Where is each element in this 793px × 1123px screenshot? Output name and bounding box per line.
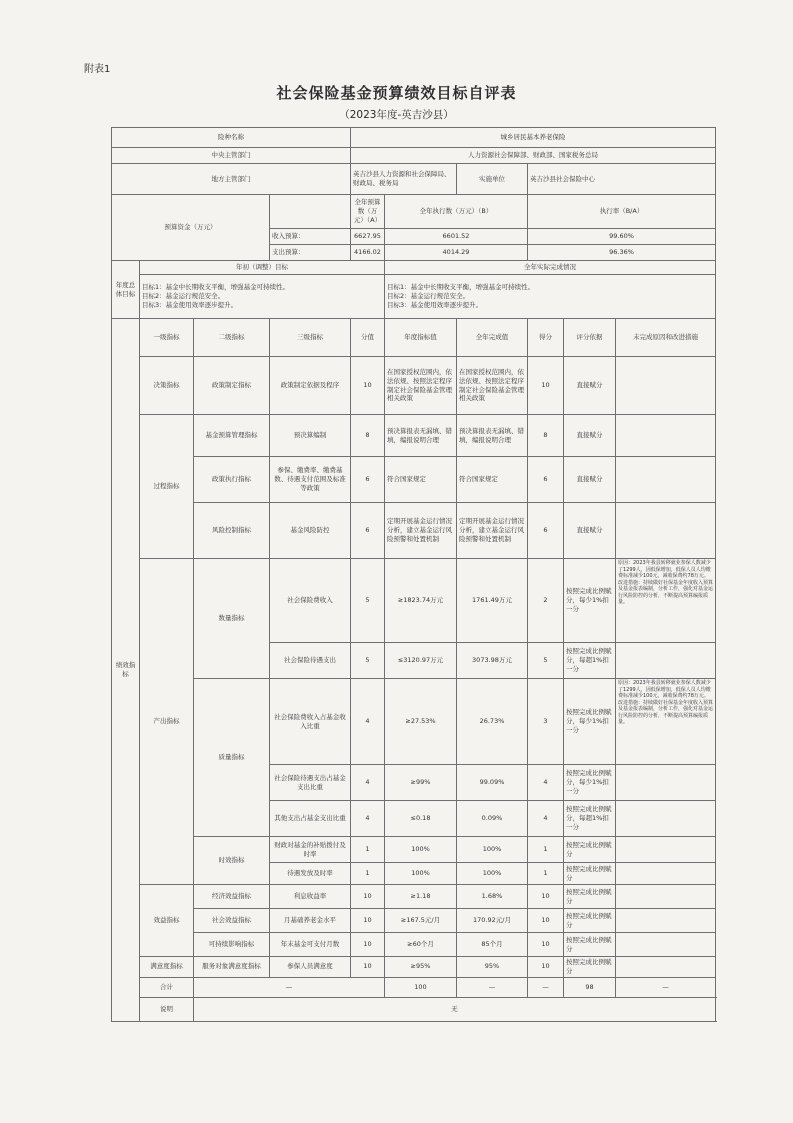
output-l3: 社会保险待遇支出占基金支出比重 [270,765,351,801]
benefit-got: 10 [528,885,564,909]
output-criteria: 按照完成比例赋分 [564,837,616,863]
process-l2: 风险控制指标 [194,503,270,559]
table-row [112,457,716,503]
central-dept-value: 人力资源社会保障部、财政部、国家税务总局 [351,148,716,164]
satisfaction-got: 10 [528,957,564,978]
benefit-score: 10 [351,933,385,957]
table-row [112,997,716,1021]
satisfaction-l3: 参保人员满意度 [270,957,351,978]
total-score: 100 [385,977,457,997]
benefit-criteria: 按照完成比例赋分 [564,933,616,957]
benefit-l3: 月基础养老金水平 [270,909,351,933]
benefit-l2: 社会效益指标 [194,909,270,933]
evaluation-table [111,127,716,1022]
satisfaction-criteria: 按照完成比例赋分 [564,957,616,978]
header-annual-target: 年度指标值 [385,319,457,357]
table-row [112,415,716,457]
benefit-criteria: 按照完成比例赋分 [564,909,616,933]
attachment-label: 附表1 [84,64,111,75]
benefit-l2: 经济效益指标 [194,885,270,909]
process-actual: 符合国家规定 [457,457,528,503]
header-level2: 二级指标 [194,319,270,357]
output-criteria: 按照完成比例赋分，每少1%扣一分 [564,679,616,765]
output-time-label: 时效指标 [194,837,270,885]
benefit-l3: 利息收益率 [270,885,351,909]
decision-got: 10 [528,357,564,415]
output-got: 2 [528,559,564,643]
output-got: 5 [528,643,564,679]
decision-criteria: 直接赋分 [564,357,616,415]
header-actual-value: 全年完成值 [457,319,528,357]
benefit-l3: 年末基金可支付月数 [270,933,351,957]
output-score: 4 [351,679,385,765]
process-criteria: 直接赋分 [564,415,616,457]
cat-satisfaction: 满意度指标 [140,957,194,978]
decision-actual: 在国家授权范围内，依法依规、按照法定程序制定社会保险基金管理相关政策 [457,357,528,415]
output-reason [616,643,716,679]
output-target: ≥1823.74万元 [385,559,457,643]
output-criteria: 按照完成比例赋分，每超1%扣一分 [564,643,616,679]
table-row [112,909,716,933]
output-target: ≤3120.97万元 [385,643,457,679]
output-qty-label: 数量指标 [194,559,270,679]
process-reason [616,415,716,457]
header-level3: 三级指标 [270,319,351,357]
total-dash: — [616,977,716,997]
benefit-actual: 1.68% [457,885,528,909]
output-criteria: 按照完成比例赋分，每少1%扣一分 [564,765,616,801]
process-l3: 基金风险防控 [270,503,351,559]
budget-col-annual: 全年预算数（万元）（A） [351,195,385,229]
output-got: 3 [528,679,564,765]
benefit-score: 10 [351,909,385,933]
output-l3: 社会保险费收入 [270,559,351,643]
total-dash: — [528,977,564,997]
output-l3: 社会保险费收入占基金收入比重 [270,679,351,765]
output-score: 4 [351,765,385,801]
budget-label: 预算资金（万元） [112,195,270,261]
satisfaction-target: ≥95% [385,957,457,978]
total-got: 98 [564,977,616,997]
process-score: 6 [351,503,385,559]
decision-reason [616,357,716,415]
output-actual: 26.73% [457,679,528,765]
output-actual: 0.09% [457,801,528,837]
process-score: 6 [351,457,385,503]
expense-annual: 4166.02 [351,245,385,261]
process-actual: 定期开展基金运行情况分析，建立基金运行风险预警和处置机制 [457,503,528,559]
output-target: ≤0.18 [385,801,457,837]
table-row [112,148,716,164]
process-l2: 基金预算管理指标 [194,415,270,457]
budget-col-rate: 执行率（B/A） [528,195,716,229]
expense-label: 支出预算： [270,245,351,261]
impl-unit-value: 英吉沙县社会保险中心 [528,164,716,195]
process-target: 定期开展基金运行情况分析，建立基金运行风险预警和处置机制 [385,503,457,559]
output-criteria: 按照完成比例赋分 [564,863,616,885]
output-l3: 财政对基金的补贴拨付及时率 [270,837,351,863]
output-actual: 3073.98万元 [457,643,528,679]
benefit-actual: 85个月 [457,933,528,957]
budget-col-exec: 全年执行数（万元）（B） [385,195,528,229]
process-target: 预决算报表无漏填、错填，编报说明合理 [385,415,457,457]
output-reason: 原因：2023年我县转移就业参保人数减少了1299人，因低保增加，低保人员人均缴费标准减少100元，减收保费约78万元。改进措施：持续做好社保基金年度收入预算及基金报表编制，分析工作，强化对基金运行风险防控的分析，不断提高预算编报质量。 [616,679,716,765]
satisfaction-l2: 服务对象满意度指标 [194,957,270,978]
goals-col-actual: 全年实际完成情况 [385,261,716,275]
table-row [112,679,716,765]
table-row [112,319,716,357]
process-got: 6 [528,457,564,503]
process-criteria: 直接赋分 [564,457,616,503]
output-reason [616,863,716,885]
page-subtitle: （2023年度-英吉沙县） [339,109,454,121]
header-score: 分值 [351,319,385,357]
output-score: 5 [351,643,385,679]
output-actual: 99.09% [457,765,528,801]
output-score: 4 [351,801,385,837]
table-row [112,837,716,863]
page-title: 社会保险基金预算绩效目标自评表 [276,84,517,102]
indicators-section-label: 绩效指标 [112,319,140,1022]
process-actual: 预决算报表无漏填、错填，编报说明合理 [457,415,528,457]
process-score: 8 [351,415,385,457]
process-l3: 参保、缴费率、缴费基数、待遇支付范围及标准等政策 [270,457,351,503]
total-label: 合计 [140,977,194,997]
income-rate: 99.60% [528,229,716,245]
table-row [112,195,716,229]
table-row [112,559,716,643]
satisfaction-score: 10 [351,957,385,978]
fund-name-label: 险种名称 [112,128,351,148]
benefit-reason [616,933,716,957]
output-score: 1 [351,837,385,863]
satisfaction-actual: 95% [457,957,528,978]
decision-score: 10 [351,357,385,415]
satisfaction-reason [616,957,716,978]
benefit-l2: 可持续影响指标 [194,933,270,957]
cat-benefit: 效益指标 [140,885,194,957]
fund-name-value: 城乡居民基本养老保险 [351,128,716,148]
local-dept-value: 英吉沙县人力资源和社会保障局、财政局、税务局 [351,164,457,195]
process-got: 6 [528,503,564,559]
total-dash: — [457,977,528,997]
header-reason: 未完成原因和改进措施 [616,319,716,357]
output-reason: 原因：2023年我县转移就业参保人数减少了1299人，因低保增加，低保人员人均缴费标准减少100元，减收保费约78万元。改进措施：持续做好社保基金年度收入预算及基金报表编制，分析工作，强化对基金运行风险防控的分析，不断提高预算编报质量。 [616,559,716,643]
process-reason [616,503,716,559]
benefit-reason [616,885,716,909]
header-criteria: 评分依据 [564,319,616,357]
output-l3: 其他支出占基金支出比重 [270,801,351,837]
output-score: 5 [351,559,385,643]
table-row [112,128,716,148]
benefit-target: ≥60个月 [385,933,457,957]
decision-l2: 政策制定指标 [194,357,270,415]
cat-output: 产出指标 [140,559,194,885]
output-actual: 100% [457,863,528,885]
income-label: 收入预算： [270,229,351,245]
income-exec: 6601.52 [385,229,528,245]
income-annual: 6627.95 [351,229,385,245]
process-got: 8 [528,415,564,457]
decision-target: 在国家授权范围内，依法依规、按照法定程序制定社会保险基金管理相关政策 [385,357,457,415]
output-criteria: 按照完成比例赋分，每超1%扣一分 [564,801,616,837]
goals-actual-text: 目标1：基金中长期收支平衡，增强基金可持续性。 目标2：基金运行规范安全。 目标3：基金使用效率逐步提升。 [385,275,716,319]
output-actual: 100% [457,837,528,863]
goals-col-initial: 年初（调整）目标 [140,261,385,275]
table-row [112,275,716,319]
decision-l3: 政策制定依据及程序 [270,357,351,415]
expense-rate: 96.36% [528,245,716,261]
output-criteria: 按照完成比例赋分，每少1%扣一分 [564,559,616,643]
output-got: 1 [528,837,564,863]
output-got: 4 [528,765,564,801]
benefit-score: 10 [351,885,385,909]
remark-label: 说明 [140,997,194,1021]
output-got: 1 [528,863,564,885]
process-reason [616,457,716,503]
budget-blank [270,195,351,229]
process-l2: 政策执行指标 [194,457,270,503]
table-row [112,164,716,195]
output-qlt-label: 质量指标 [194,679,270,837]
impl-unit-label: 实施单位 [457,164,528,195]
process-l3: 预决算编制 [270,415,351,457]
table-row [112,503,716,559]
table-row [112,933,716,957]
output-target: ≥27.53% [385,679,457,765]
goals-label: 年度总体目标 [112,261,140,319]
output-target: ≥99% [385,765,457,801]
total-dash: — [194,977,385,997]
benefit-criteria: 按照完成比例赋分 [564,885,616,909]
output-target: 100% [385,837,457,863]
table-row [112,261,716,275]
benefit-got: 10 [528,933,564,957]
output-score: 1 [351,863,385,885]
output-reason [616,801,716,837]
output-target: 100% [385,863,457,885]
output-reason [616,837,716,863]
benefit-actual: 170.92元/月 [457,909,528,933]
process-criteria: 直接赋分 [564,503,616,559]
header-got-score: 得分 [528,319,564,357]
process-target: 符合国家规定 [385,457,457,503]
table-row [112,957,716,978]
output-got: 4 [528,801,564,837]
local-dept-label: 地方主管部门 [112,164,351,195]
benefit-target: ≥167.5元/月 [385,909,457,933]
output-l3: 社会保险待遇支出 [270,643,351,679]
table-row [112,357,716,415]
expense-exec: 4014.29 [385,245,528,261]
benefit-reason [616,909,716,933]
output-reason [616,765,716,801]
cat-process: 过程指标 [140,415,194,559]
header-level1: 一级指标 [140,319,194,357]
cat-decision: 决策指标 [140,357,194,415]
table-row [112,977,716,997]
output-actual: 1761.49万元 [457,559,528,643]
table-row [112,885,716,909]
benefit-target: ≥1.18 [385,885,457,909]
remark-value: 无 [194,997,716,1021]
output-l3: 待遇发放及时率 [270,863,351,885]
central-dept-label: 中央主管部门 [112,148,351,164]
goals-initial-text: 目标1：基金中长期收支平衡，增强基金可持续性。 目标2：基金运行规范安全。 目标3：基金使用效率逐步提升。 [140,275,385,319]
benefit-got: 10 [528,909,564,933]
